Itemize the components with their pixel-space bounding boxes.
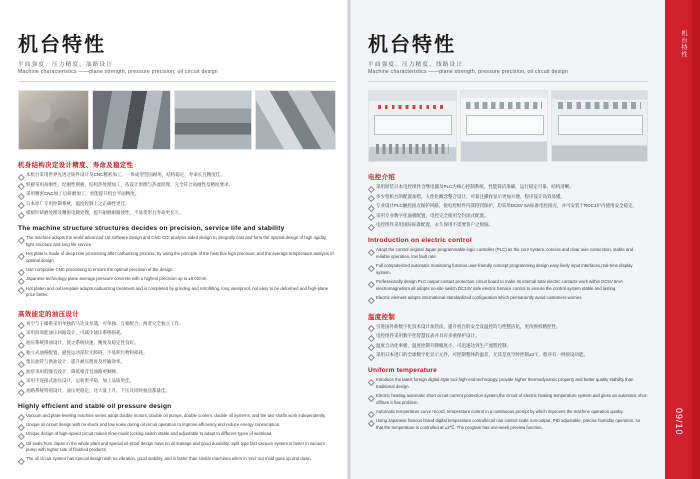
knob-row-decor xyxy=(376,144,449,154)
list-item: 集压油管与供油设计，提升耐压程度及传输效率。 xyxy=(18,359,336,366)
list-item: 采用高效能油压回路设计，可减少油压系统损耗。 xyxy=(18,330,336,337)
list-item: 模板针研磨处理及精密电镀处理，提升耐磨耐腐蚀性，不易变形且寿命更长久。 xyxy=(18,210,336,217)
right-title-divider xyxy=(368,81,648,82)
list-item: 机板采用高刚性、纪刚性钢板，结构热处理加工，依设计原理与热流原理，完全符合高刚性及精度要求。 xyxy=(18,182,336,189)
terminal-row-decor xyxy=(558,102,641,109)
section-heading-structure-en: The machine structure structures decides on precision, service life and stability xyxy=(18,225,285,233)
section-heading-electric-cn: 电控介绍 xyxy=(368,174,396,181)
list-item: 采用不连接式油压设计，运转更平稳，加工品质更佳。 xyxy=(18,378,336,385)
list-item: 引进国外新数字化技术设计加热法，提升机台的安全及温控均匀性整洁化，更改换机精控性。 xyxy=(368,324,648,331)
page-number: 09/10 xyxy=(674,408,684,436)
right-title-cn: 机台特性 xyxy=(368,34,456,56)
list-item: Electric element adopts international standardized configuration which permanently avoid customers worries. xyxy=(368,295,648,302)
list-item: 油泵采用低噪音设计，降低噪音且油路更顺畅。 xyxy=(18,369,336,376)
list-item: Adopt the control original Japan programmable logic controller (PLC) as the core system, concise and clear wire connection, stable and reliable operation, low fault rate. xyxy=(368,247,648,260)
list-item: 本机台采用世界先进之铸件设计及CNC精密加工，一体成型坚固耐用，结构稳定，寿命长且精度佳。 xyxy=(18,172,336,179)
list-item: Electric heating automatic short circuit current protection system,the circuit of electric heating temperature system and gloss an automatic shut-off/turn it has problem. xyxy=(368,393,648,406)
display-decor xyxy=(466,115,544,135)
list-item: 采用日本进口的全球数字化显示元件，可控制整体的温差，尤其是真空时控制±3℃，程序有一例预设功能。 xyxy=(368,352,648,359)
list-item: 采用原装日本电控组件含继电器及PLC为核心控制系统，性能简洁准确，运行稳定可靠，结构清晰。 xyxy=(368,184,648,191)
right-title-sub-cn: 平面强度、压力精度、线路设计 xyxy=(368,62,464,68)
list-item: 专业设计PLC触控接点保护回路，使电控组件内部得到保护，均采用DC5V SA标准电控接点，并可安装于ROC1炉内使用安全稳定。 xyxy=(368,203,648,210)
photo-electric-box xyxy=(551,90,648,162)
list-item: 日本原厂专用控制系统，温度控制上之正确性更佳。 xyxy=(18,201,336,208)
list-item: 油路系统特别设计，油压更稳定，比大量上升，下压及同时抽送都量佳。 xyxy=(18,388,336,395)
list-item: Hot platen and out template adopts carburizing treatment and is completed by grinding and retrofitting, long wearproof, not easy to be deformed and high-plane price better. xyxy=(18,286,336,299)
section-list-structure-cn xyxy=(18,172,336,217)
photo-operation-panel xyxy=(460,90,549,162)
list-item: 电控组件采用国际标准配置，永久保用不需要客户之烦恼。 xyxy=(368,222,648,229)
list-item: 油压系统排油设计，使之系统快速，精度及稳定性良好。 xyxy=(18,340,336,347)
left-photo-strip xyxy=(18,90,336,150)
section-list-temperature-cn xyxy=(368,324,648,360)
panel-window-decor xyxy=(374,115,452,135)
right-title-sub-en: Machine characteristics ——plane strength, pressure precision, oil circuit design xyxy=(368,69,568,75)
list-item: Japanese technology plane average pressure concrete with a highest precision up to ±0.02mm. xyxy=(18,276,336,283)
list-item: Oil seals from Japan in the whole plant and special oil-proof design have no oil leakage and good durability. Split type fast vacuum system is faster in vacuum pump with higher rate of finished products. xyxy=(18,441,336,454)
list-item: 多少型机台的配置加措，人性化概念整合设计，可靠且操作显示更加方便，程序设计高效易懂。 xyxy=(368,194,648,201)
section-heading-hydraulic-cn: 高效能定的油压设计 xyxy=(18,310,80,318)
list-item: Use composite CNC processing to ensure the optimal precision of the design. xyxy=(18,267,336,274)
list-item: Unique design of high-speed circuit makes slow-mode locking switch stable and adjustable to adapt to different types of workload. xyxy=(18,431,336,438)
list-item: Hot plate is made of deep hole processing after carburizing process, by using the principle of the heat flux high precision, and the average temperature analysis of optimal design. xyxy=(18,251,336,264)
left-title-divider xyxy=(18,81,336,82)
list-item: 独立式油路配置，避免运动部位无障碍，不易积污物和损耗。 xyxy=(18,350,336,357)
list-item: Automatic temperature curve record, temperature control in a continuous prompt by which improves the machine operation quality. xyxy=(368,409,648,416)
photo-machine-side-view xyxy=(92,90,171,150)
list-item: Using Japanese famous brand digital temperature controller,oil can control scale non-output, PID adjustable, precise humidity operation, so that the temperature is controlled at ±3℃. The program has one-week preview function. xyxy=(368,418,648,431)
right-page-content xyxy=(368,28,648,434)
right-photo-strip xyxy=(368,90,648,162)
spine-label: 机台特性 xyxy=(680,30,686,58)
section-heading-temperature-en: Uniform temperature xyxy=(368,367,438,375)
photo-mold-assembly xyxy=(18,90,89,150)
left-title-sub-en: Machine characteristics ——plane strength, pressure precision, oil circuit design xyxy=(18,69,218,75)
left-title-cn: 机台特性 xyxy=(18,34,106,56)
list-item: 采用精密CNC加工后研磨加工，更能提升机台平面精度。 xyxy=(18,191,336,198)
list-item: 真空与干燥系采用单独的马达及泵浦，可单独、互相配合、两者完全独立工作。 xyxy=(18,321,336,328)
photo-control-cabinet xyxy=(368,90,457,162)
list-item: 温度自动化事板，温度控制升降幅度小，可迅速达到生产流程控制。 xyxy=(368,343,648,350)
button-row-decor xyxy=(466,102,542,109)
photo-production-line xyxy=(174,90,253,150)
section-heading-electric-en: Introduction on electric control xyxy=(368,237,472,245)
left-page-content xyxy=(18,28,336,466)
section-list-hydraulic-en xyxy=(18,413,336,463)
left-title-sub-cn: 平面强度、压力精度、油路设计 xyxy=(18,62,114,68)
list-item: Unique oil circuit design with no shock and low noise during oil circuit operation to improve efficiency and reduce energy consumption. xyxy=(18,422,336,429)
section-list-electric-cn xyxy=(368,184,648,229)
section-heading-structure-cn: 机身结构决定设计精度、寿命及稳定性 xyxy=(18,162,134,169)
indicator-lights-decor xyxy=(378,105,447,109)
list-item: The oil circuit system has special design with no vibration, good stability, and is faster than similar machines when in 'end' out mold goes up and down. xyxy=(18,456,336,463)
page-spine xyxy=(665,0,700,479)
list-item: Introduce the latest foreign digital style tool high-end technology, provide higher thermodynamic property and better quality stability than traditional design. xyxy=(368,377,648,390)
list-item: Full computerized automatic monitoring function,user-friendly concept programming design,easy lively input interfaces,real-time display system. xyxy=(368,263,648,276)
wiring-area-decor xyxy=(558,115,643,135)
list-item: Professionally design PLC output contact protection circuit board to make its internal total electric contacts work within DC5V 5mA electromagnetism all adopts no-site switch DC24V safe electric furnace control to ensure the control system stable and lasting. xyxy=(368,279,648,292)
section-list-hydraulic-cn xyxy=(18,321,336,395)
section-heading-temperature-cn: 温度控制 xyxy=(368,313,396,321)
list-item: Vacuum and plate-leveling machine series adopt double motors, double oil pumps, double coolers, double oil systems, and the two shafts work independently. xyxy=(18,413,336,420)
section-list-electric-en xyxy=(368,247,648,301)
page-gutter xyxy=(347,0,352,479)
list-item: 电控组件采用数字化智慧仪表并具有多重保护设计。 xyxy=(368,333,648,340)
list-item: The machine adopts the world advanced US software design and CNC-CDI analysis aided design to integrally cast and form the optimal design of high rigidity, tight structure and long life service. xyxy=(18,235,336,248)
list-item: 采用专业数字化面板配置，电控完全使用全封闭式配置。 xyxy=(368,213,648,220)
section-heading-hydraulic-en: Highly efficient and stable oil pressure design xyxy=(18,402,172,410)
photo-machine-frame xyxy=(255,90,336,150)
section-list-structure-en xyxy=(18,235,336,299)
section-list-temperature-en xyxy=(368,377,648,431)
